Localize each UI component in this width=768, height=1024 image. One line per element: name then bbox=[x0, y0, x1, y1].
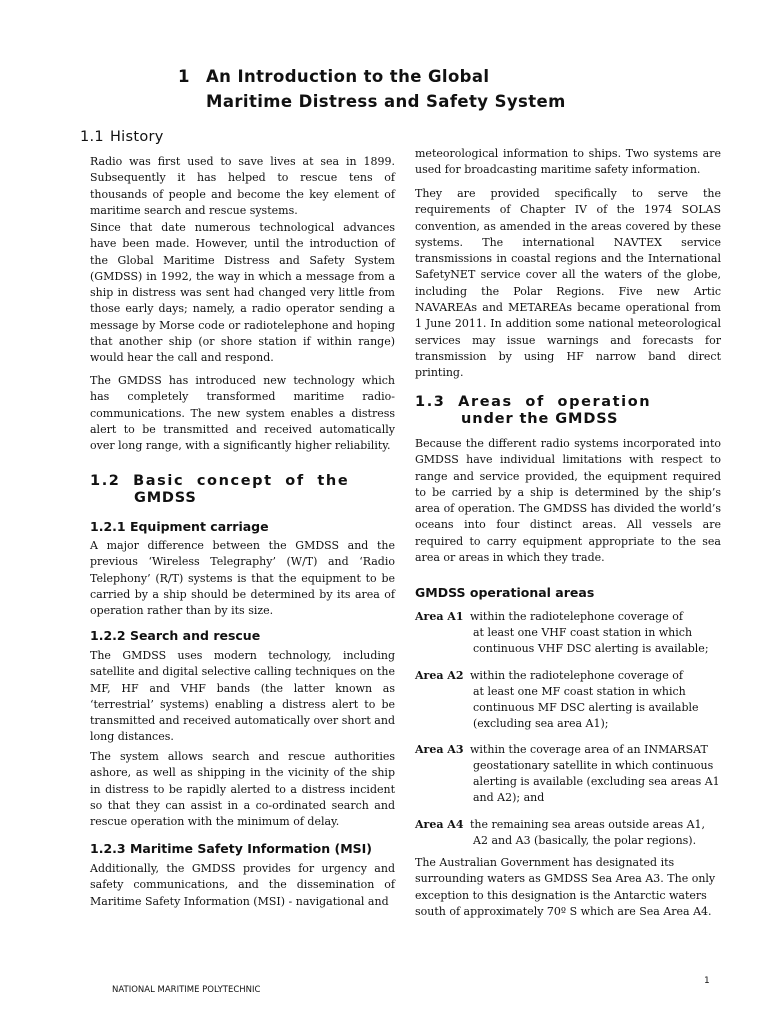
equipment-carriage-paragraph: A major difference between the GMDSS and the previous ‘Wireless Telegraphy’ (W/T) and ‘Radio Telephony’ (R/T) systems is that the equipment to be carried by a ship should be determined by its area of operation rather than by its size. bbox=[90, 539, 395, 618]
area-a1 bbox=[415, 609, 721, 657]
area-a4 bbox=[415, 817, 721, 849]
area-label: Area A3 bbox=[415, 743, 464, 756]
section-heading-basic-concept bbox=[90, 473, 360, 507]
heading-line-2: GMDSS bbox=[134, 490, 197, 506]
page-number: 1 bbox=[704, 976, 710, 986]
operational-areas-heading: GMDSS operational areas bbox=[415, 585, 595, 600]
area-first-line: the remaining sea areas outside areas A1, bbox=[470, 818, 706, 831]
heading-line-1: 1.3 Areas of operation bbox=[415, 394, 652, 410]
subsection-heading-search-rescue: 1.2.2 Search and rescue bbox=[90, 628, 261, 643]
area-description: geostationary satellite in which continuous alerting is available (excluding sea areas A1 and A2); and bbox=[473, 759, 720, 804]
chapter-number: 1 bbox=[178, 67, 190, 86]
chapter-title bbox=[178, 64, 566, 114]
area-first-line: within the radiotelephone coverage of bbox=[470, 669, 683, 682]
footer-organization: NATIONAL MARITIME POLYTECHNIC bbox=[112, 985, 261, 995]
areas-paragraph: Because the different radio systems incorporated into GMDSS have individual limitations with respect to range and service provided, the equipment required to be carried by a ship is determined by the ship’s area of operation. The GMDSS has divided the world’s oceans into four distinct areas. All vessels are required to carry equipment appropriate to the sea area or areas in which they trade. bbox=[415, 437, 721, 565]
area-label: Area A4 bbox=[415, 818, 464, 831]
area-label: Area A1 bbox=[415, 610, 464, 623]
msi-continued-paragraph: meteorological information to ships. Two systems are used for broadcasting maritime safety information. bbox=[415, 147, 721, 177]
area-description: at least one MF coast station in which continuous MF DSC alerting is available (excluding sea area A1); bbox=[473, 685, 699, 730]
area-first-line: within the radiotelephone coverage of bbox=[470, 610, 683, 623]
section-heading-areas bbox=[415, 394, 715, 428]
search-rescue-paragraph-2: The system allows search and rescue authorities ashore, as well as shipping in the vicinity of the ship in distress to be rapidly alerted to a distress incident so that they can assist in a co-ordinated search and rescue operation with the minimum of delay. bbox=[90, 750, 395, 829]
subsection-heading-equipment-carriage: 1.2.1 Equipment carriage bbox=[90, 519, 269, 534]
area-description: A2 and A3 (basically, the polar regions). bbox=[473, 834, 697, 847]
area-a2 bbox=[415, 668, 721, 732]
history-paragraph-1: Radio was first used to save lives at sea in 1899. Subsequently it has helped to rescue tens of thousands of people and become the key element of maritime search and rescue systems. bbox=[90, 155, 395, 217]
section-heading-history bbox=[80, 128, 164, 146]
history-paragraph-2: Since that date numerous technological advances have been made. However, until the introduction of the Global Maritime Distress and Safety System (GMDSS) in 1992, the way in which a message from a ship in distress was sent had changed very little from those early days; namely, a radio operator sending a message by Morse code or radiotelephone and hoping that another ship (or shore station if within range) would hear the call and respond. bbox=[90, 221, 395, 365]
area-first-line: within the coverage area of an INMARSAT bbox=[470, 743, 708, 756]
solas-paragraph: They are provided specifically to serve the requirements of Chapter IV of the 1974 SOLAS convention, as amended in the areas covered by these systems. The international NAVTEX service transmissions in coastal regions and the International SafetyNET service cover all the waters of the globe, including the Polar Regions. Five new Artic NAVAREAs and METAREAs became operational from 1 June 2011. In addition some national meteorological services may issue warnings and forecasts for transmission by using HF narrow band direct printing. bbox=[415, 187, 721, 380]
history-paragraph-3: The GMDSS has introduced new technology which has completely transformed maritime radio-communications. The new system enables a distress alert to be transmitted and received automatically over long range, with a significantly higher reliability. bbox=[90, 374, 395, 453]
chapter-title-line2: Maritime Distress and Safety System bbox=[206, 92, 566, 111]
heading-line-2: under the GMDSS bbox=[461, 411, 619, 427]
australia-paragraph: The Australian Government has designated its surrounding waters as GMDSS Sea Area A3. The only exception to this designation is the Antarctic waters south of approximately 70º S which are Sea Area A4. bbox=[415, 856, 716, 918]
msi-paragraph: Additionally, the GMDSS provides for urgency and safety communications, and the dissemination of Maritime Safety Information (MSI) - navigational and bbox=[90, 862, 395, 908]
area-description: at least one VHF coast station in which continuous VHF DSC alerting is available; bbox=[473, 626, 709, 655]
chapter-title-line1: An Introduction to the Global bbox=[206, 67, 490, 86]
search-rescue-paragraph-1: The GMDSS uses modern technology, including satellite and digital selective calling techniques on the MF, HF and VHF bands (the latter known as ‘terrestrial’ systems) enabling a distress alert to be transmitted and received automatically over short and long distances. bbox=[90, 649, 395, 744]
area-label: Area A2 bbox=[415, 669, 464, 682]
subsection-heading-msi: 1.2.3 Maritime Safety Information (MSI) bbox=[90, 841, 373, 856]
section-number: 1.1 bbox=[80, 129, 104, 145]
area-a3 bbox=[415, 742, 721, 806]
heading-line-1: 1.2 Basic concept of the bbox=[90, 473, 350, 489]
section-title: History bbox=[109, 129, 164, 145]
